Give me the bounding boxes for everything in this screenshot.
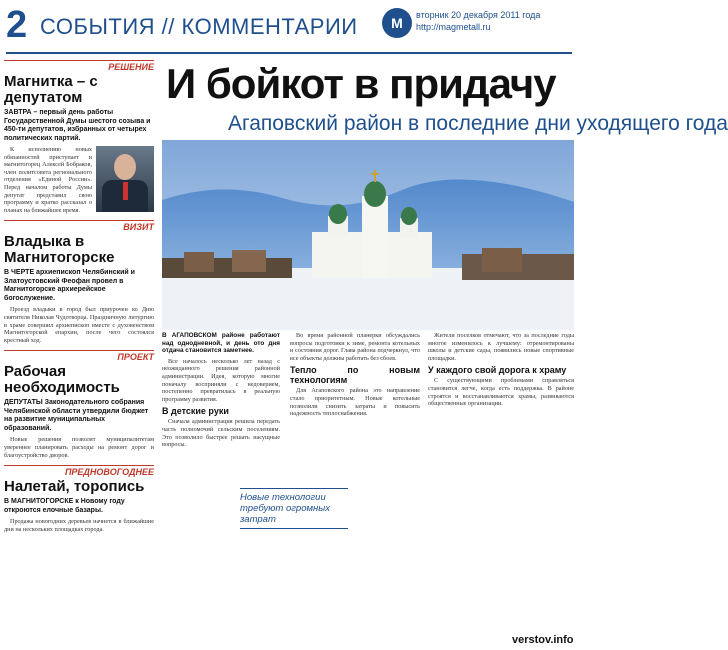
article-paragraph: Жители поселков отмечают, что за последние годы многое изменилось к лучшему: отремонтированы школы и детские сады, появились новые спортивные площадки. — [428, 332, 574, 362]
newspaper-logo: М — [382, 8, 412, 38]
watermark: verstov.info — [512, 634, 574, 646]
news-block-decision — [4, 60, 154, 214]
pull-quote: Новые технологии требуют огромных затрат — [240, 488, 348, 529]
section-title: СОБЫТИЯ // КОММЕНТАРИИ — [40, 14, 358, 39]
news-headline: Рабочая необходимость — [4, 363, 120, 397]
article-paragraph: Все началось несколько лет назад с неожиданного решения районной администрации. Идея, которую многие поначалу восприняли с недоверием, постепенно превратилась в реальную программу развития. — [162, 357, 280, 403]
article-paragraph: Во время районной планерки обсуждались вопросы подготовки к зиме, ремонта котельных и состояния дорог. Глава района подчеркнул, что все объекты должны работать без сбоев. — [290, 332, 420, 362]
main-headline: И бойкот в придачу — [166, 60, 556, 107]
left-column — [4, 60, 154, 646]
article-column-3 — [428, 332, 574, 632]
rubric-tag: РЕШЕНИЕ — [4, 60, 154, 72]
article-subheading: В детские руки — [162, 406, 229, 417]
page-number: 2 — [6, 4, 28, 46]
article-column-1 — [162, 332, 280, 632]
news-block-newyear — [4, 465, 154, 533]
article-subheading: Тепло по новым технологиям — [290, 365, 420, 386]
news-body: К исполнению новых обязанностей приступает и магнитогорец Алексей Бобраков, член политсовета регионального отделения «Единой России». Перед началом работы Думы депутат представил свою программу и кратко рассказал о планах на ближайшее время. — [4, 146, 92, 214]
news-headline: Налетай, торопись — [4, 478, 145, 496]
article-subheading: У каждого свой дорога к храму — [428, 365, 567, 376]
news-block-project — [4, 350, 154, 459]
article-paragraph: С существующими проблемами справляться становится легче, когда есть поддержка. В районе строятся и восстанавливаются храмы, развиваются общественные организации. — [428, 377, 574, 408]
photo-caption: В АГАПОВСКОМ районе работают над однодневной, и день ото дня отдача становится заметнее. — [162, 332, 280, 355]
news-lead: В ЧЕРТЕ архиепископ Челябинский и Златоустовский Феофан провел в Магнитогорске архиерейское богослужение. — [4, 269, 135, 302]
article-paragraph: Сначала администрация решила передать часть полномочий сельским поселениям. Это позволило быстрее решать насущные вопросы. — [162, 418, 280, 449]
rubric-tag: ВИЗИТ — [4, 220, 154, 232]
page-header — [0, 0, 578, 54]
rubric-tag: ПРЕДНОВОГОДНЕЕ — [4, 465, 154, 477]
article-column-2 — [290, 332, 420, 632]
church-photo — [162, 140, 574, 330]
news-body: Продажа новогодних деревьев начнется в ближайшие дни на нескольких площадках города. — [4, 518, 154, 533]
deputy-photo — [96, 146, 154, 212]
article-paragraph: Для Агаповского района это направление стало приоритетным. Новые котельные позволили снизить затраты и повысить надежность теплоснабжения. — [290, 387, 420, 418]
news-lead: ЗАВТРА – первый день работы Государственной Думы шестого созыва и 450-ти депутатов, избранных от четырех политических партий. — [4, 109, 151, 142]
news-body: Новые решения позволят муниципалитетам увереннее планировать расходы на ремонт дорог и благоустройство дворов. — [4, 436, 154, 459]
news-headline: Магнитка – с депутатом — [4, 73, 98, 106]
news-lead: ДЕПУТАТЫ Законодательного собрания Челябинской области утвердили бюджет на развитие муниципальных образований. — [4, 399, 149, 432]
news-headline: Владыка в Магнитогорске — [4, 233, 115, 267]
rubric-tag: ПРОЕКТ — [4, 350, 154, 362]
news-lead: В МАГНИТОГОРСКЕ к Новому году откроются елочные базары. — [4, 498, 125, 514]
main-subheadline: Агаповский район в последние дни уходящего года — [228, 112, 728, 135]
issue-date: вторник 20 декабря 2011 года — [416, 10, 541, 20]
news-body: Проезд владыки в город был приурочен ко Дню святителя Николая Чудотворца. Праздничную литургию в храме совершил архиепископ вместе с духовенством Магнитогорской епархии, после чего состоялся крестный ход. — [4, 306, 154, 344]
header-rule — [6, 52, 572, 54]
news-block-visit — [4, 220, 154, 344]
site-url[interactable]: http://magmetall.ru — [416, 22, 491, 32]
